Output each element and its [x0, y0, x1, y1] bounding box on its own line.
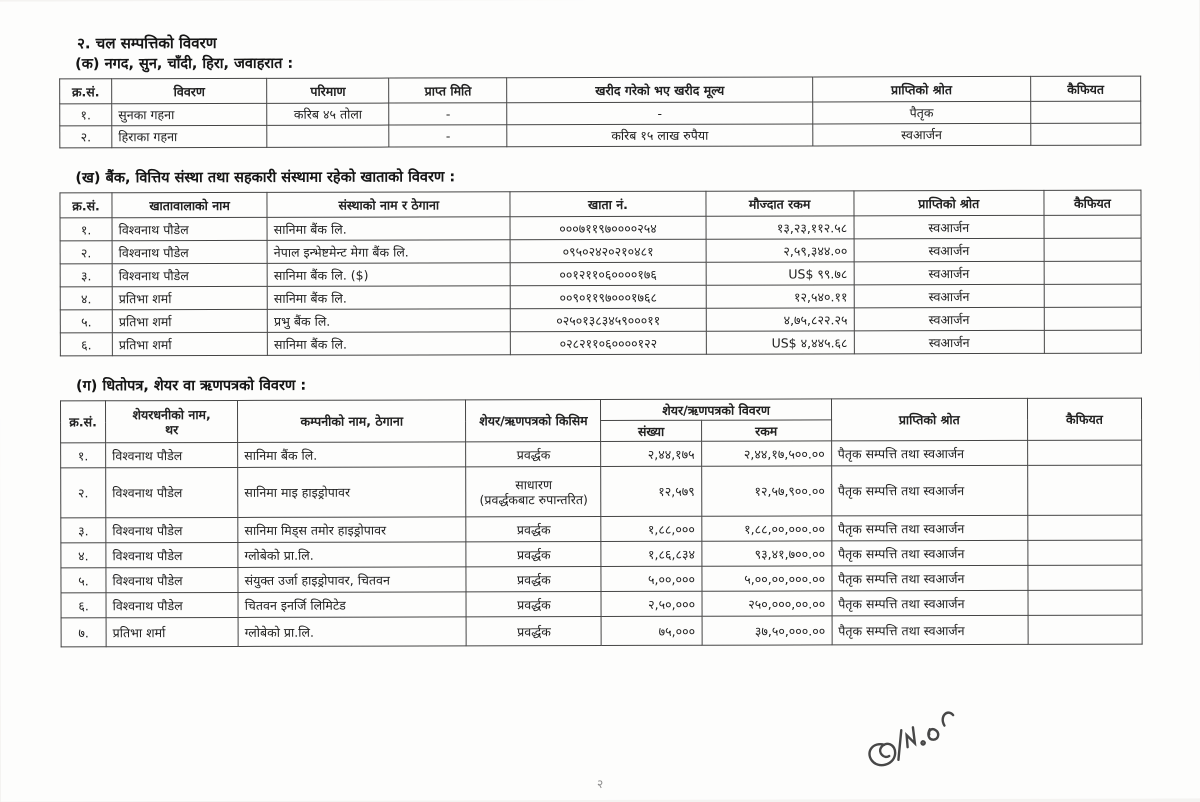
col-source: प्राप्तिको श्रोत — [854, 190, 1044, 215]
table-row — [61, 615, 1142, 647]
document-title: २. चल सम्पत्तिको विवरण — [77, 34, 217, 53]
col-share-detail-group: शेयर/ऋणपत्रको विवरण — [601, 399, 831, 421]
table-b-header-row — [60, 190, 1141, 218]
col-purchase-price: खरीद गरेको भए खरीद मूल्य — [507, 77, 812, 103]
table-row — [61, 440, 1142, 468]
col-serial: क्र.सं. — [60, 193, 112, 218]
share-type-cell: प्रवर्द्धक — [466, 616, 601, 645]
price-cell: - — [507, 102, 812, 125]
table-row — [60, 261, 1141, 287]
source-cell: पैतृक सम्पत्ति तथा स्वआर्जन — [832, 540, 1028, 566]
company-cell: सानिमा बैंक लि. — [238, 442, 466, 468]
col-remarks: कैफियत — [1031, 76, 1141, 101]
col-source: प्राप्तिको श्रोत — [831, 398, 1027, 441]
share-count-cell: ७५,००० — [602, 616, 702, 645]
institution-cell: प्रभु बैंक लि. — [267, 309, 510, 333]
shares-securities-table — [60, 398, 1143, 648]
share-amount-cell: ५,००,००,०००.०० — [701, 566, 831, 591]
description-cell: हिराका गहना — [112, 125, 267, 147]
col-share-amount: रकम — [701, 420, 831, 441]
remarks-cell — [1028, 540, 1142, 565]
serial-cell: ४. — [61, 543, 106, 568]
serial-cell: २. — [61, 468, 106, 518]
serial-cell: १. — [60, 218, 112, 241]
shareholder-cell: विश्वनाथ पौडेल — [106, 467, 238, 517]
company-cell: ग्लोबेको प्रा.लि. — [238, 542, 466, 568]
source-cell: पैतृक सम्पत्ति तथा स्वआर्जन — [831, 515, 1027, 541]
shareholder-cell: विश्वनाथ पौडेल — [106, 442, 238, 467]
col-description: विवरण — [112, 78, 267, 103]
holder-cell: विश्वनाथ पौडेल — [112, 263, 267, 286]
source-cell: पैतृक सम्पत्ति तथा स्वआर्जन — [832, 615, 1028, 645]
table-c-header-row — [61, 398, 1142, 422]
table-row — [61, 565, 1142, 593]
share-amount-cell: ९३,४१,७००.०० — [701, 541, 831, 566]
balance-cell: १३,२३,११२.५८ — [706, 216, 854, 239]
serial-cell: ५. — [60, 310, 112, 333]
quantity-cell — [267, 125, 389, 147]
company-cell: सानिमा मिड्स तमोर हाइड्रोपावर — [238, 517, 466, 543]
bank-accounts-table — [59, 190, 1141, 357]
shareholder-cell: प्रतिभा शर्मा — [106, 617, 238, 646]
source-cell: पैतृक सम्पत्ति तथा स्वआर्जन — [832, 565, 1028, 591]
company-cell: ग्लोबेको प्रा.लि. — [238, 617, 466, 647]
remarks-cell — [1044, 307, 1141, 330]
table-row — [60, 238, 1141, 264]
col-share-type: शेयर/ऋणपत्रको किसिम — [466, 399, 601, 441]
share-amount-cell: २,४४,१७,५००.०० — [701, 441, 831, 466]
remarks-cell — [1028, 515, 1142, 540]
col-remarks: कैफियत — [1044, 190, 1141, 215]
date-cell: - — [389, 125, 507, 147]
table-row — [60, 307, 1141, 333]
col-source: प्राप्तिको श्रोत — [812, 76, 1030, 102]
share-amount-cell: ३७,५०,०००.०० — [702, 616, 832, 645]
institution-cell: सानिमा बैंक लि. ($) — [267, 263, 510, 287]
serial-cell: २. — [60, 241, 112, 264]
shareholder-cell: विश्वनाथ पौडेल — [106, 592, 238, 617]
serial-cell: १. — [61, 443, 106, 468]
section-c-heading: (ग) धितोपत्र, शेयर वा ऋणपत्रको विवरण : — [75, 377, 307, 395]
holder-cell: प्रतिभा शर्मा — [112, 286, 267, 309]
table-row — [61, 540, 1142, 568]
company-cell: संयुक्त उर्जा हाइड्रोपावर, चितवन — [238, 567, 466, 593]
serial-cell: ६. — [60, 333, 112, 356]
remarks-cell — [1028, 615, 1142, 644]
share-type-cell: प्रवर्द्धक — [466, 541, 601, 566]
table-row — [61, 515, 1142, 543]
remarks-cell — [1028, 465, 1142, 515]
share-type-cell: प्रवर्द्धक — [466, 516, 601, 541]
account-number-cell: ००१२११०६००००१७६ — [511, 262, 706, 286]
col-shareholder: शेयरधनीको नाम, थर — [106, 400, 238, 442]
col-institution: संस्थाको नाम र ठेगाना — [267, 192, 510, 218]
remarks-cell — [1044, 238, 1141, 261]
holder-cell: विश्वनाथ पौडेल — [112, 240, 267, 263]
balance-cell: ४,७५,८२२.२५ — [706, 308, 854, 331]
share-amount-cell: १२,५७,९००.०० — [701, 466, 831, 516]
col-account-holder: खातावालाको नाम — [112, 192, 267, 217]
account-number-cell: ०२८२११०६००००१२२ — [511, 331, 706, 355]
col-quantity: परिमाण — [267, 78, 389, 103]
source-cell: स्वआर्जन — [854, 215, 1044, 238]
source-cell: स्वआर्जन — [854, 330, 1044, 353]
table-row — [60, 330, 1141, 356]
source-cell: स्वआर्जन — [812, 123, 1030, 146]
remarks-cell — [1027, 440, 1141, 465]
remarks-cell — [1044, 330, 1141, 353]
table-row — [60, 284, 1141, 310]
col-balance: मौज्दात रकम — [706, 191, 854, 216]
remarks-cell — [1028, 565, 1142, 590]
col-serial: क्र.सं. — [61, 401, 106, 443]
page-number: २ — [596, 776, 604, 792]
table-row — [61, 590, 1142, 618]
section-b-heading: (ख) बैंक, वित्तिय संस्था तथा सहकारी संस्थामा रहेको खाताको विवरण : — [75, 169, 456, 187]
remarks-cell — [1028, 590, 1142, 615]
remarks-cell — [1044, 215, 1141, 238]
account-number-cell: ०००७११९७००००२५४ — [510, 216, 705, 240]
company-cell: चितवन इनर्जि लिमिटेड — [238, 592, 466, 618]
share-count-cell: २,४४,१७५ — [601, 441, 701, 466]
source-cell: स्वआर्जन — [854, 284, 1044, 307]
holder-cell: प्रतिभा शर्मा — [112, 332, 267, 355]
signature-scribble — [849, 687, 1029, 777]
serial-cell: ६. — [61, 593, 106, 618]
table-row — [60, 101, 1141, 126]
serial-cell: २. — [60, 126, 112, 148]
balance-cell: US$ ९९.७८ — [706, 262, 854, 285]
source-cell: पैतृक सम्पत्ति तथा स्वआर्जन — [831, 465, 1027, 516]
section-a-heading: (क) नगद, सुन, चाँदी, हिरा, जवाहरात : — [75, 55, 294, 73]
share-type-cell: साधारण (प्रवर्द्धकबाट रुपान्तरित) — [466, 466, 601, 516]
col-share-count: संख्या — [601, 420, 701, 441]
share-amount-cell: १,८८,००,०००.०० — [701, 516, 831, 541]
cash-gold-jewellery-table — [59, 76, 1141, 149]
remarks-cell — [1044, 261, 1141, 284]
holder-cell: प्रतिभा शर्मा — [112, 309, 267, 332]
share-type-cell: प्रवर्द्धक — [466, 441, 601, 466]
holder-cell: विश्वनाथ पौडेल — [112, 217, 267, 240]
company-cell: सानिमा माइ हाइड्रोपावर — [238, 467, 466, 518]
institution-cell: सानिमा बैंक लि. — [268, 332, 511, 356]
share-type-cell: प्रवर्द्धक — [466, 591, 601, 616]
serial-cell: ३. — [61, 518, 106, 543]
table-row — [60, 123, 1141, 148]
share-count-cell: १,८८,००० — [601, 516, 701, 541]
col-account-number: खाता नं. — [510, 191, 705, 217]
source-cell: स्वआर्जन — [854, 261, 1044, 284]
col-remarks: कैफियत — [1027, 398, 1141, 440]
date-cell: - — [389, 103, 507, 125]
price-cell: करिब १५ लाख रुपैया — [507, 124, 812, 147]
institution-cell: नेपाल इन्भेष्टमेन्ट मेगा बैंक लि. — [267, 240, 510, 264]
balance-cell: US$ ४,४४५.६८ — [706, 331, 854, 354]
remarks-cell — [1031, 123, 1141, 145]
share-count-cell: १२,५७९ — [601, 466, 701, 516]
table-row — [61, 465, 1142, 518]
source-cell: पैतृक सम्पत्ति तथा स्वआर्जन — [831, 440, 1027, 466]
source-cell: स्वआर्जन — [854, 307, 1044, 330]
share-amount-cell: २५०,०००,००.०० — [702, 591, 832, 616]
source-cell: पैतृक सम्पत्ति तथा स्वआर्जन — [832, 590, 1028, 616]
balance-cell: २,५९,३४४.०० — [706, 239, 854, 262]
serial-cell: ७. — [61, 618, 106, 647]
serial-cell: ४. — [60, 287, 112, 310]
source-cell: स्वआर्जन — [854, 238, 1044, 261]
balance-cell: १२,५४०.११ — [706, 285, 854, 308]
serial-cell: ३. — [60, 264, 112, 287]
shareholder-cell: विश्वनाथ पौडेल — [106, 542, 238, 567]
col-acquired-date: प्राप्त मिति — [389, 78, 507, 103]
col-serial: क्र.सं. — [60, 79, 112, 104]
shareholder-cell: विश्वनाथ पौडेल — [106, 567, 238, 592]
table-a-header-row — [60, 76, 1141, 104]
serial-cell: १. — [60, 104, 112, 126]
share-count-cell: १,८६,८३४ — [601, 541, 701, 566]
remarks-cell — [1031, 101, 1141, 123]
institution-cell: सानिमा बैंक लि. — [267, 217, 510, 241]
institution-cell: सानिमा बैंक लि. — [267, 286, 510, 310]
share-count-cell: ५,००,००० — [601, 566, 701, 591]
account-number-cell: ०९५०२४२०२१०४८१ — [510, 239, 705, 263]
account-number-cell: ०२५०१३८३४५९०००११ — [511, 308, 706, 332]
serial-cell: ५. — [61, 568, 106, 593]
share-count-cell: २,५०,००० — [601, 591, 701, 616]
table-row — [60, 215, 1141, 241]
source-cell: पैतृक — [812, 101, 1030, 124]
remarks-cell — [1044, 284, 1141, 307]
account-number-cell: ००९०११९७०००१७६८ — [511, 285, 706, 309]
quantity-cell: करिब ४५ तोला — [267, 103, 389, 125]
share-type-cell: प्रवर्द्धक — [466, 566, 601, 591]
description-cell: सुनका गहना — [112, 103, 267, 125]
shareholder-cell: विश्वनाथ पौडेल — [106, 517, 238, 542]
col-company: कम्पनीको नाम, ठेगाना — [238, 400, 466, 443]
